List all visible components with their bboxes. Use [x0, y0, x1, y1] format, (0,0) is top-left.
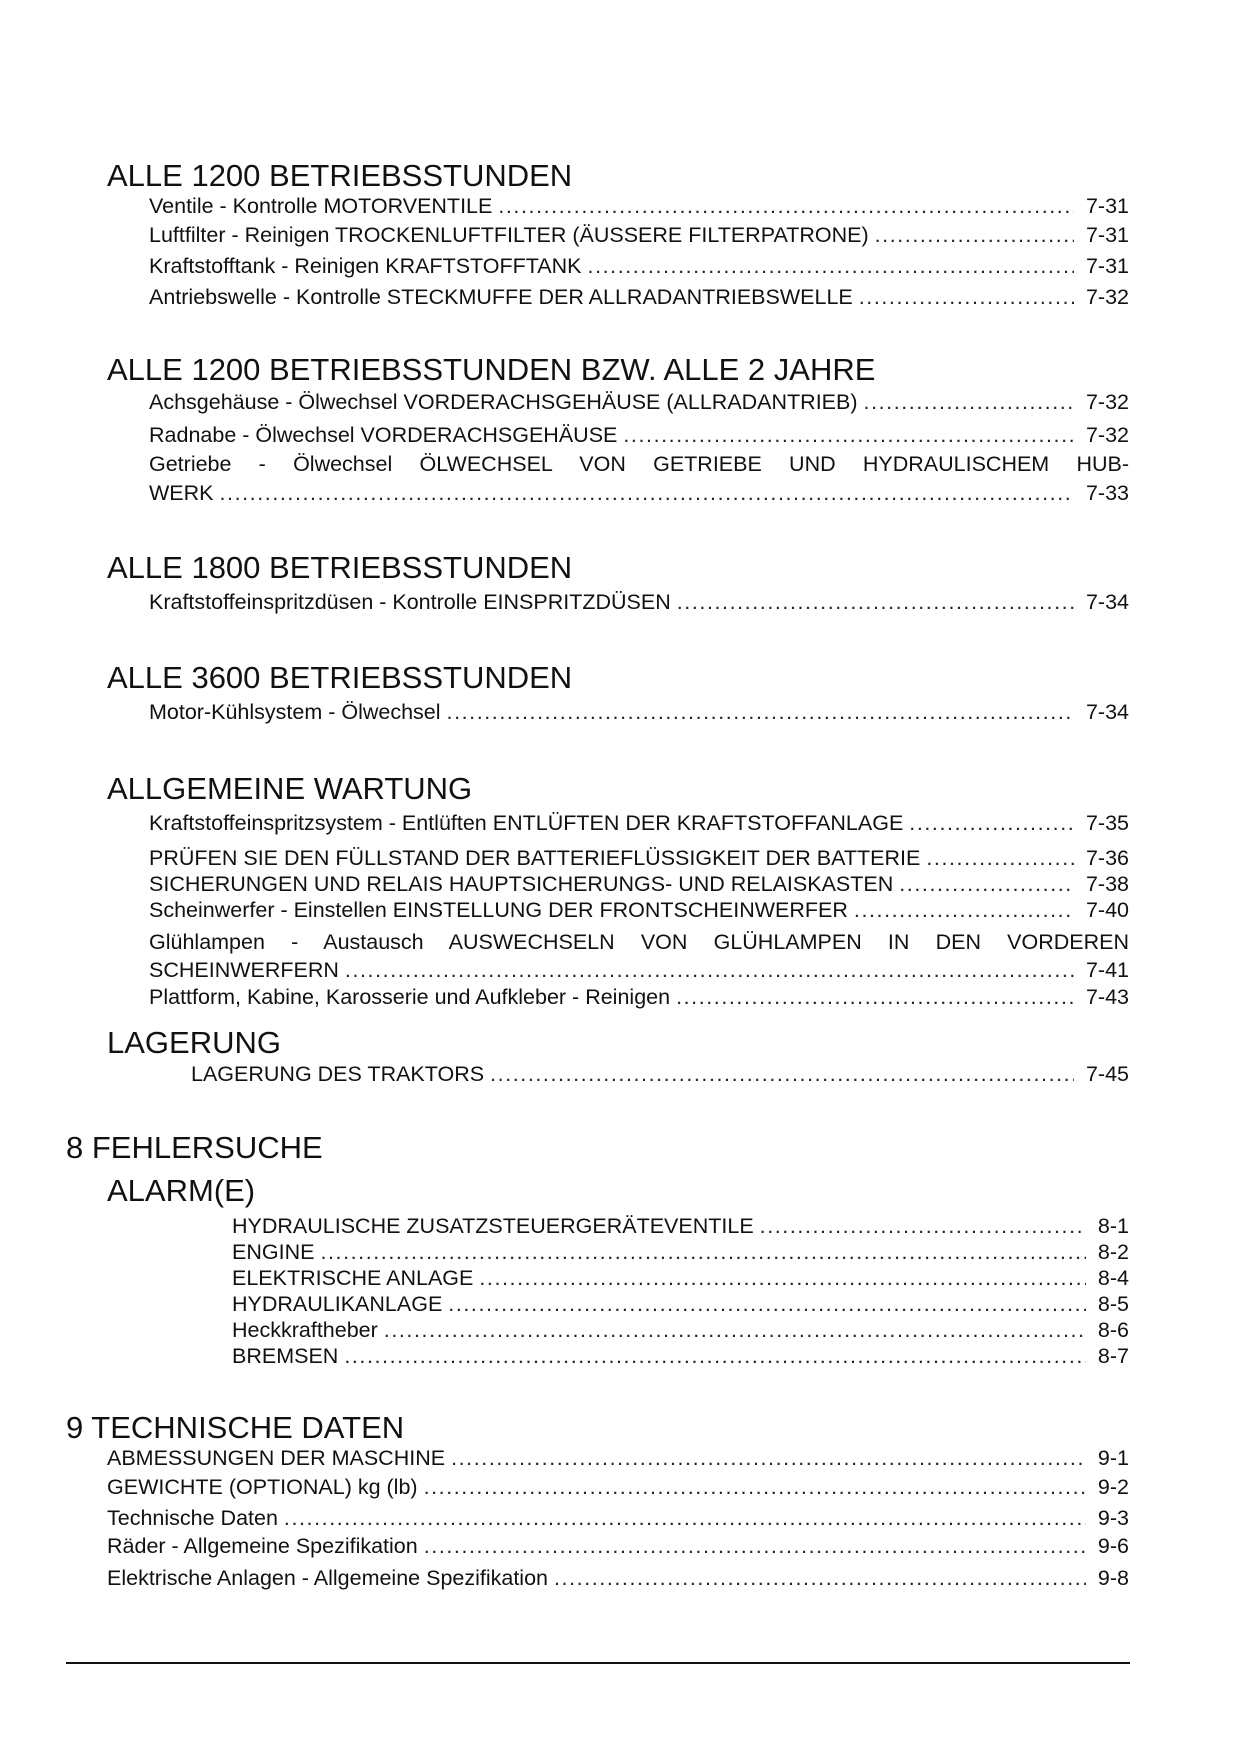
toc-entry[interactable]: [149, 423, 1129, 448]
toc-page-number: 7-31: [1085, 223, 1129, 247]
toc-entry[interactable]: [149, 481, 1129, 506]
dot-leader: [220, 481, 1074, 506]
toc-page-number: 7-34: [1085, 590, 1129, 614]
toc-page-number: 8-4: [1097, 1266, 1129, 1290]
toc-entry[interactable]: [107, 1566, 1129, 1591]
toc-page-number: 9-3: [1097, 1506, 1129, 1530]
dot-leader: [859, 285, 1074, 310]
dot-leader: [320, 1240, 1085, 1265]
toc-entry[interactable]: [232, 1318, 1129, 1343]
section-heading-3600h: ALLE 3600 BETRIEBSSTUNDEN: [107, 660, 573, 695]
toc-page-number: 7-33: [1085, 481, 1129, 505]
toc-entry[interactable]: [107, 1446, 1129, 1471]
dot-leader: [909, 811, 1074, 836]
toc-entry[interactable]: [149, 872, 1129, 897]
toc-page-number: 7-38: [1085, 872, 1129, 896]
toc-page-number: 7-45: [1085, 1062, 1129, 1086]
footer-rule: [66, 1662, 1130, 1664]
toc-entry-text: ABMESSUNGEN DER MASCHINE: [107, 1446, 446, 1470]
toc-entry[interactable]: [149, 254, 1129, 279]
toc-entry[interactable]: [149, 223, 1129, 248]
toc-entry[interactable]: [149, 846, 1129, 871]
toc-entry[interactable]: [149, 590, 1129, 615]
toc-entry-text: Motor-Kühlsystem - Ölwechsel: [149, 700, 441, 724]
toc-entry-text: Achsgehäuse - Ölwechsel VORDERACHSGEHÄUSE (ALLRADANTRIEB): [149, 390, 858, 414]
dot-leader: [854, 898, 1074, 923]
toc-entry[interactable]: [149, 390, 1129, 415]
toc-entry-text: BREMSEN: [232, 1344, 339, 1368]
toc-entry-text: ELEKTRISCHE ANLAGE: [232, 1266, 474, 1290]
toc-entry-text: SICHERUNGEN UND RELAIS HAUPTSICHERUNGS- UND RELAISKASTEN: [149, 872, 894, 896]
toc-entry[interactable]: [149, 194, 1129, 219]
toc-page-number: 9-8: [1097, 1566, 1129, 1590]
chapter-heading-technical-data: 9 TECHNISCHE DATEN: [66, 1410, 405, 1445]
toc-page-number: 9-6: [1097, 1534, 1129, 1558]
toc-page-number: 8-2: [1097, 1240, 1129, 1264]
dot-leader: [447, 700, 1074, 725]
toc-entry-text: Kraftstofftank - Reinigen KRAFTSTOFFTANK: [149, 254, 582, 278]
toc-entry[interactable]: [232, 1292, 1129, 1317]
dot-leader: [498, 194, 1074, 219]
toc-entry-text: Plattform, Kabine, Karosserie und Aufkleber - Reinigen: [149, 985, 671, 1009]
toc-entry[interactable]: [232, 1266, 1129, 1291]
toc-entry[interactable]: [107, 1534, 1129, 1559]
section-heading-1200h-2y: ALLE 1200 BETRIEBSSTUNDEN BZW. ALLE 2 JAHRE: [107, 352, 876, 387]
toc-entry-text: WERK: [149, 481, 214, 505]
toc-entry-text: GEWICHTE (OPTIONAL) kg (lb): [107, 1475, 418, 1499]
toc-page-number: 7-40: [1085, 898, 1129, 922]
section-heading-alarms: ALARM(E): [107, 1173, 256, 1208]
toc-entry[interactable]: [107, 1506, 1129, 1531]
dot-leader: [284, 1506, 1086, 1531]
dot-leader: [448, 1292, 1086, 1317]
toc-entry[interactable]: [149, 898, 1129, 923]
toc-entry-text: PRÜFEN SIE DEN FÜLLSTAND DER BATTERIEFLÜSSIGKEIT DER BATTERIE: [149, 846, 921, 870]
section-heading-storage: LAGERUNG: [107, 1025, 281, 1060]
toc-entry-text: LAGERUNG DES TRAKTORS: [191, 1062, 485, 1086]
dot-leader: [479, 1266, 1086, 1291]
toc-page-number: 7-32: [1085, 390, 1129, 414]
toc-entry-text: HYDRAULISCHE ZUSATZSTEUERGERÄTEVENTILE: [232, 1214, 754, 1238]
dot-leader: [875, 223, 1074, 248]
dot-leader: [554, 1566, 1086, 1591]
toc-entry[interactable]: [149, 700, 1129, 725]
dot-leader: [864, 390, 1074, 415]
dot-leader: [451, 1446, 1086, 1471]
toc-entry[interactable]: [149, 285, 1129, 310]
toc-page-number: 7-36: [1085, 846, 1129, 870]
toc-entry-text: Räder - Allgemeine Spezifikation: [107, 1534, 418, 1558]
toc-page-number: 7-31: [1085, 194, 1129, 218]
section-heading-1200h: ALLE 1200 BETRIEBSSTUNDEN: [107, 158, 573, 193]
toc-entry[interactable]: [232, 1344, 1129, 1369]
toc-entry-text: Scheinwerfer - Einstellen EINSTELLUNG DER FRONTSCHEINWERFER: [149, 898, 848, 922]
toc-entry-text: Technische Daten: [107, 1506, 278, 1530]
toc-entry[interactable]: [149, 811, 1129, 836]
toc-entry-text: Elektrische Anlagen - Allgemeine Spezifikation: [107, 1566, 549, 1590]
dot-leader: [345, 958, 1074, 983]
toc-entry[interactable]: [191, 1062, 1129, 1087]
toc-page-number: 7-32: [1085, 285, 1129, 309]
toc-page-number: 8-5: [1097, 1292, 1129, 1316]
toc-entry[interactable]: [107, 1475, 1129, 1500]
dot-leader: [344, 1344, 1086, 1369]
chapter-heading-troubleshooting: 8 FEHLERSUCHE: [66, 1130, 323, 1165]
toc-entry[interactable]: [232, 1240, 1129, 1265]
toc-page-number: 7-35: [1085, 811, 1129, 835]
toc-entry-text: Kraftstoffeinspritzsystem - Entlüften ENTLÜFTEN DER KRAFTSTOFFANLAGE: [149, 811, 904, 835]
toc-entry-text: Heckkraftheber: [232, 1318, 378, 1342]
dot-leader: [677, 590, 1074, 615]
toc-page-number: 7-34: [1085, 700, 1129, 724]
toc-entry-text: Ventile - Kontrolle MOTORVENTILE: [149, 194, 493, 218]
dot-leader: [490, 1062, 1074, 1087]
dot-leader: [424, 1475, 1086, 1500]
dot-leader: [623, 423, 1074, 448]
toc-entry-text: Luftfilter - Reinigen TROCKENLUFTFILTER (ÄUSSERE FILTERPATRONE): [149, 223, 869, 247]
toc-page-number: 8-1: [1097, 1214, 1129, 1238]
toc-page-number: 9-1: [1097, 1446, 1129, 1470]
toc-entry-wrapped-line[interactable]: Getriebe - Ölwechsel ÖLWECHSEL VON GETRIEBE UND HYDRAULISCHEM HUB-: [149, 452, 1129, 476]
dot-leader: [588, 254, 1074, 279]
toc-entry-wrapped-line[interactable]: Glühlampen - Austausch AUSWECHSELN VON GLÜHLAMPEN IN DEN VORDEREN: [149, 930, 1129, 954]
dot-leader: [899, 872, 1074, 897]
toc-page-number: 7-31: [1085, 254, 1129, 278]
dot-leader: [760, 1214, 1086, 1239]
section-heading-general-maintenance: ALLGEMEINE WARTUNG: [107, 771, 473, 806]
toc-entry-text: HYDRAULIKANLAGE: [232, 1292, 443, 1316]
toc-page-number: 7-32: [1085, 423, 1129, 447]
dot-leader: [424, 1534, 1086, 1559]
toc-entry[interactable]: [149, 985, 1129, 1010]
toc-entry-text: Antriebswelle - Kontrolle STECKMUFFE DER ALLRADANTRIEBSWELLE: [149, 285, 853, 309]
toc-page-number: 7-41: [1085, 958, 1129, 982]
toc-page-number: 8-7: [1097, 1344, 1129, 1368]
section-heading-1800h: ALLE 1800 BETRIEBSSTUNDEN: [107, 550, 573, 585]
toc-page-number: 9-2: [1097, 1475, 1129, 1499]
dot-leader: [384, 1318, 1086, 1343]
toc-entry-text: Radnabe - Ölwechsel VORDERACHSGEHÄUSE: [149, 423, 618, 447]
toc-entry-text: ENGINE: [232, 1240, 315, 1264]
toc-page-number: 7-43: [1085, 985, 1129, 1009]
dot-leader: [926, 846, 1074, 871]
toc-entry[interactable]: [232, 1214, 1129, 1239]
toc-entry-text: SCHEINWERFERN: [149, 958, 339, 982]
toc-page-number: 8-6: [1097, 1318, 1129, 1342]
toc-entry-text: Kraftstoffeinspritzdüsen - Kontrolle EINSPRITZDÜSEN: [149, 590, 671, 614]
toc-entry[interactable]: [149, 958, 1129, 983]
dot-leader: [676, 985, 1074, 1010]
